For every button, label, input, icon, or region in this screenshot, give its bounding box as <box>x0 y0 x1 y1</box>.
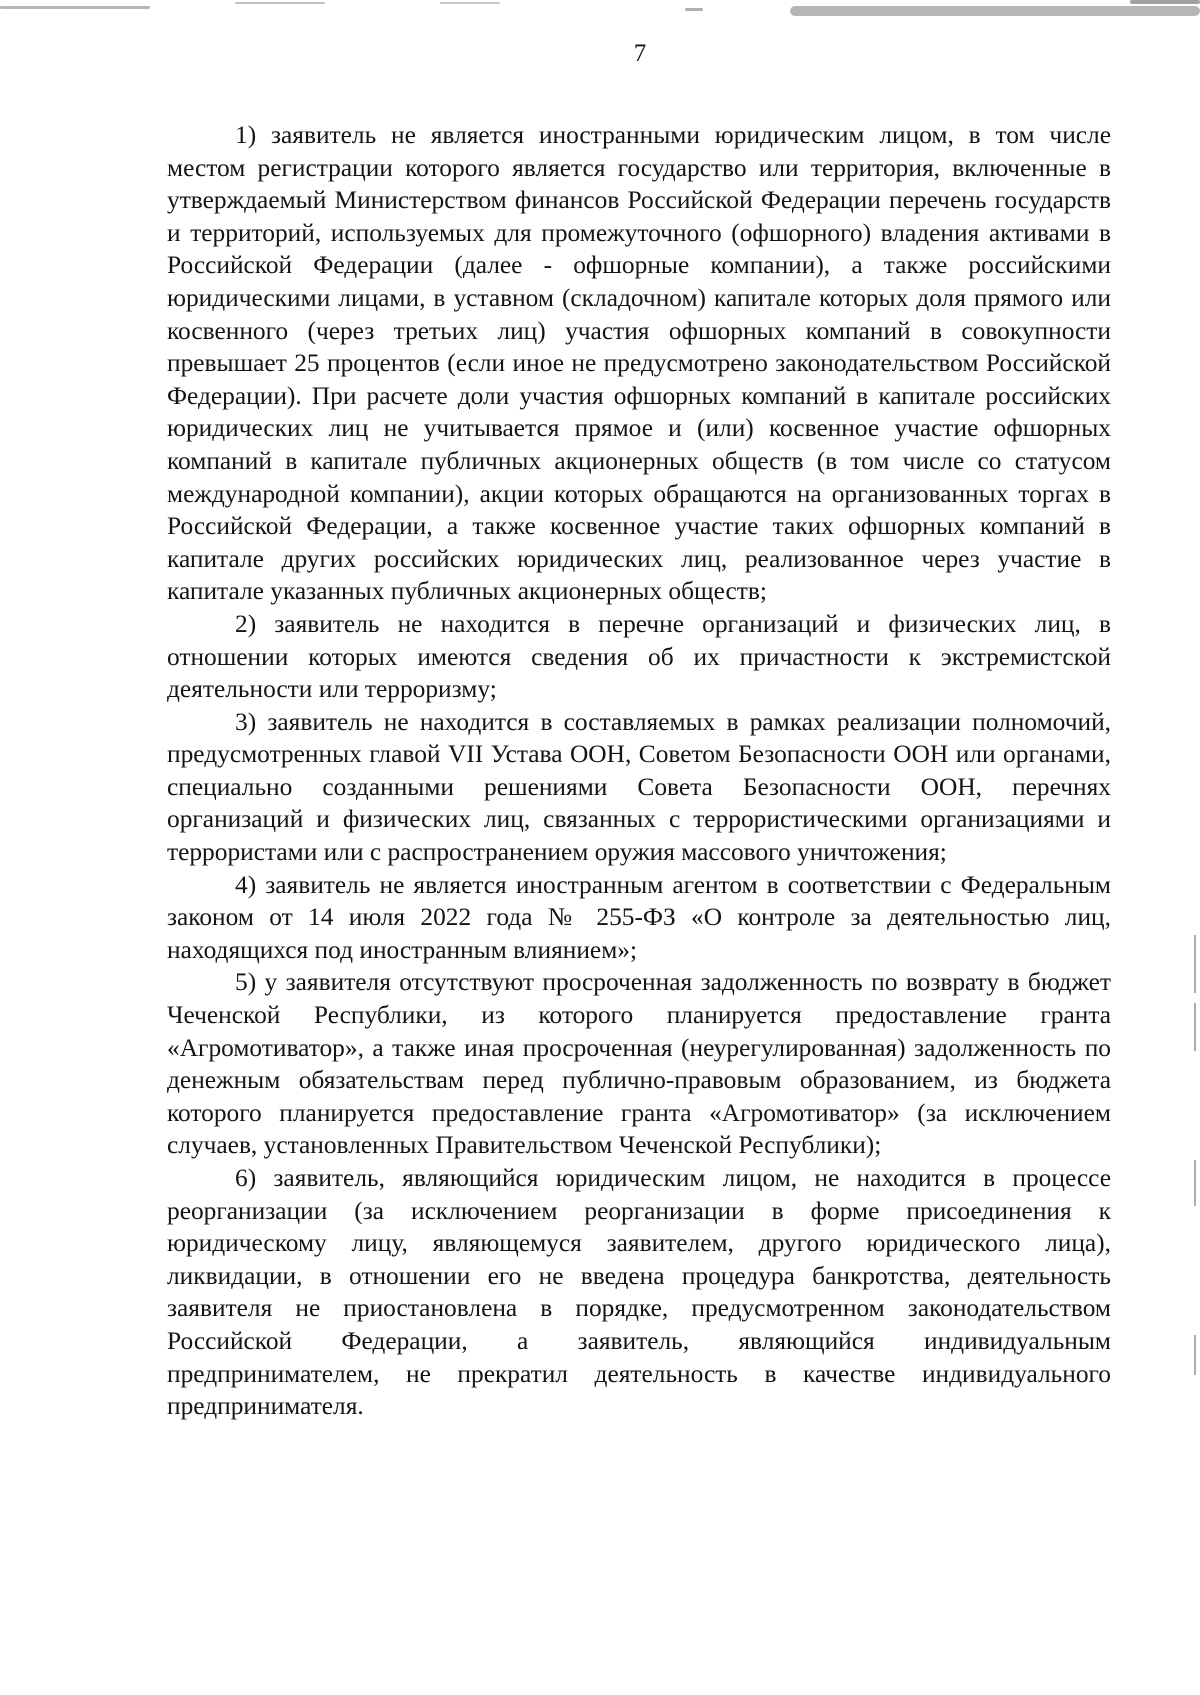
paragraph-item-2: 2) заявитель не находится в перечне организаций и физических лиц, в отношении которых имеются сведения об их причастности к экстремистской деятельности или терроризму; <box>167 609 1111 704</box>
paragraph-item-1: 1) заявитель не является иностранными юридическим лицом, в том числе местом регистрации которого является государство или территория, включенные в утверждаемый Министерством финансов Российской Федерации перечень государств и территорий, используемых для промежуточного (офшорного) владения активами в Российской Федерации (далее - офшорные компании), а также российскими юридическими лицами, в уставном (складочном) капитале которых доля прямого или косвенного (через третьих лиц) участия офшорных компаний в совокупности превышает 25 процентов (если иное не предусмотрено законодательством Российской Федерации). При расчете доли участия офшорных компаний в капитале российских юридических лиц не учитывается прямое и (или) косвенное участие офшорных компаний в капитале публичных акционерных обществ (в том числе со статусом международной компании), акции которых обращаются на организованных торгах в Российской Федерации, а также косвенное участие таких офшорных компаний в капитале других российских юридических лиц, реализованное через участие в капитале указанных публичных акционерных обществ; <box>167 121 1111 606</box>
paragraph-item-5: 5) у заявителя отсутствуют просроченная задолженность по возврату в бюджет Чеченской Республики, из которого планируется предоставление гранта «Агромотиватор», а также иная просроченная (неурегулированная) задолженность по денежным обязательствам перед публично-правовым образованием, из бюджета которого планируется предоставление гранта «Агромотиватор» (за исключением случаев, установленных Правительством Чеченской Республики); <box>167 968 1111 1160</box>
scan-artifact <box>685 8 703 11</box>
scan-artifact <box>0 6 150 9</box>
paragraph-item-6: 6) заявитель, являющийся юридическим лицом, не находится в процессе реорганизации (за исключением реорганизации в форме присоединения к юридическому лицу, являющемуся заявителем, другого юридического лица), ликвидации, в отношении его не введена процедура банкротства, деятельность заявителя не приостановлена в порядке, предусмотренном законодательством Российской Федерации, а заявитель, являющийся индивидуальным предпринимателем, не прекратил деятельность в качестве индивидуального предпринимателя. <box>167 1164 1111 1421</box>
document-body <box>167 119 1111 1423</box>
scan-artifact <box>790 6 1200 16</box>
scan-edge-mark <box>1194 1003 1196 1051</box>
scan-artifact <box>235 2 325 4</box>
scan-edge-mark <box>1194 1160 1196 1206</box>
scan-edge-mark <box>1194 935 1196 993</box>
scan-artifact <box>1130 0 1200 4</box>
paragraph-item-4: 4) заявитель не является иностранным агентом в соответствии с Федеральным законом от 14 июля 2022 года № 255-ФЗ «О контроле за деятельностью лиц, находящихся под иностранным влиянием»; <box>167 870 1111 964</box>
page-number: 7 <box>633 40 647 67</box>
scan-artifact <box>440 2 500 4</box>
scan-edge-mark <box>1194 1335 1196 1375</box>
paragraph-item-3: 3) заявитель не находится в составляемых в рамках реализации полномочий, предусмотренных главой VII Устава ООН, Советом Безопасности ООН или органами, специально созданными решениями Совета Безопасности ООН, перечнях организаций и физических лиц, связанных с террористическими организациями и террористами или с распространением оружия массового уничтожения; <box>167 707 1111 867</box>
